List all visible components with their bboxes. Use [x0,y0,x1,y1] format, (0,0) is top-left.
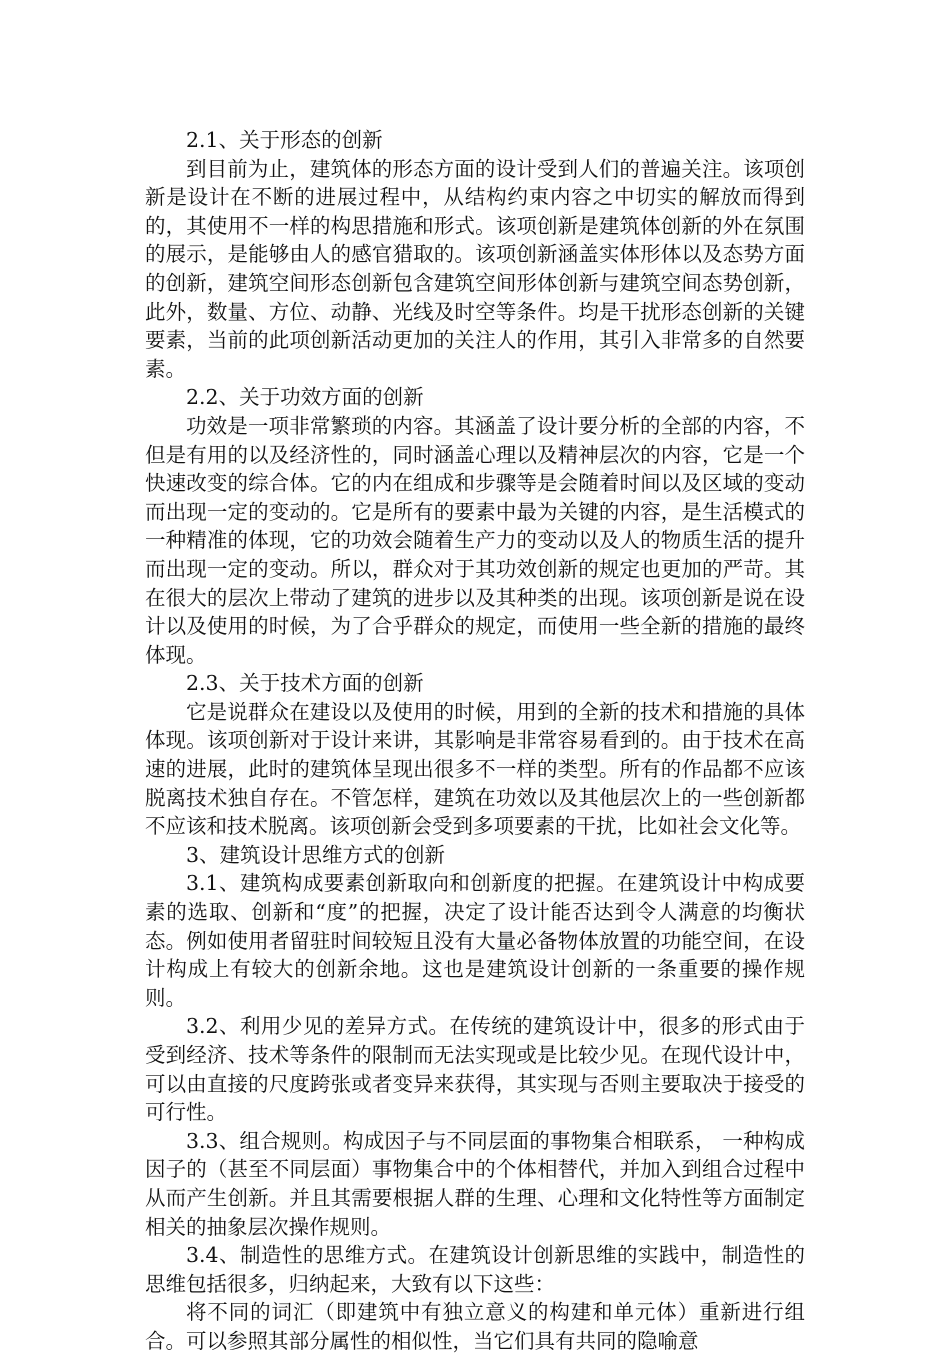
paragraph-recombination: 将不同的词汇（即建筑中有独立意义的构建和单元体）重新进行组合。可以参照其部分属性的相似性，当它们具有共同的隐喻意 [145,1300,805,1353]
paragraph-3-2: 3.2、利用少见的差异方式。在传统的建筑设计中，很多的形式由于受到经济、技术等条件的限制而无法实现或是比较少见。在现代设计中，可以由直接的尺度跨张或者变异来获得，其实现与否则主要取决于接受的可行性。 [145,1014,805,1125]
paragraph-3-4: 3.4、制造性的思维方式。在建筑设计创新思维的实践中，制造性的思维包括很多，归纳起来，大致有以下这些： [145,1243,805,1296]
paragraph-function-innovation: 功效是一项非常繁琐的内容。其涵盖了设计要分析的全部的内容，不但是有用的以及经济性的，同时涵盖心理以及精神层次的内容，它是一个快速改变的综合体。它的内在组成和步骤等是会随着时间以及区域的变动而出现一定的变动的。它是所有的要素中最为关键的内容，是生活模式的一种精准的体现，它的功效会随着生产力的变动以及人的物质生活的提升而出现一定的变动。所以，群众对于其功效创新的规定也更加的严苛。其在很大的层次上带动了建筑的进步以及其种类的出现。该项创新是说在设计以及使用的时候，为了合乎群众的规定，而使用一些全新的措施的最终体现。 [145,413,805,667]
section-heading-2-1: 2.1、关于形态的创新 [186,128,383,152]
section-heading-2-3: 2.3、关于技术方面的创新 [186,671,424,696]
paragraph-technology-innovation: 它是说群众在建设以及使用的时候，用到的全新的技术和措施的具体体现。该项创新对于设计来讲，其影响是非常容易看到的。由于技术在高速的进展，此时的建筑体呈现出很多不一样的类型。所有的作品都不应该脱离技术独自存在。不管怎样，建筑在功效以及其他层次上的一些创新都不应该和技术脱离。该项创新会受到多项要素的干扰，比如社会文化等。 [145,699,805,839]
body-text [145,126,805,1356]
paragraph-form-innovation: 到目前为止，建筑体的形态方面的设计受到人们的普遍关注。该项创新是设计在不断的进展过程中，从结构约束内容之中切实的解放而得到的，其使用不一样的构思措施和形式。该项创新是建筑体创新的外在氛围的展示，是能够由人的感官猎取的。该项创新涵盖实体形体以及态势方面的创新，建筑空间形态创新包含建筑空间形体创新与建筑空间态势创新，此外，数量、方位、动静、光线及时空等条件。均是干扰形态创新的关键要素，当前的此项创新活动更加的关注人的作用，其引入非常多的自然要素。 [145,156,805,381]
paragraph-3-1: 3.1、建筑构成要素创新取向和创新度的把握。在建筑设计中构成要素的选取、创新和“度”的把握，决定了设计能否达到令人满意的均衡状态。例如使用者留驻时间较短且没有大量必备物体放置的功能空间，在设计构成上有较大的创新余地。这也是建筑设计创新的一条重要的操作规则。 [145,871,805,1010]
paragraph-3-3: 3.3、组合规则。构成因子与不同层面的事物集合相联系， 一种构成因子的（甚至不同层面）事物集合中的个体相替代，并加入到组合过程中从而产生创新。并且其需要根据人群的生理、心理和文化特性等方面制定相关的抽象层次操作规则。 [145,1128,805,1239]
section-heading-3: 3、建筑设计思维方式的创新 [186,842,446,867]
section-heading-2-2: 2.2、关于功效方面的创新 [186,385,424,410]
